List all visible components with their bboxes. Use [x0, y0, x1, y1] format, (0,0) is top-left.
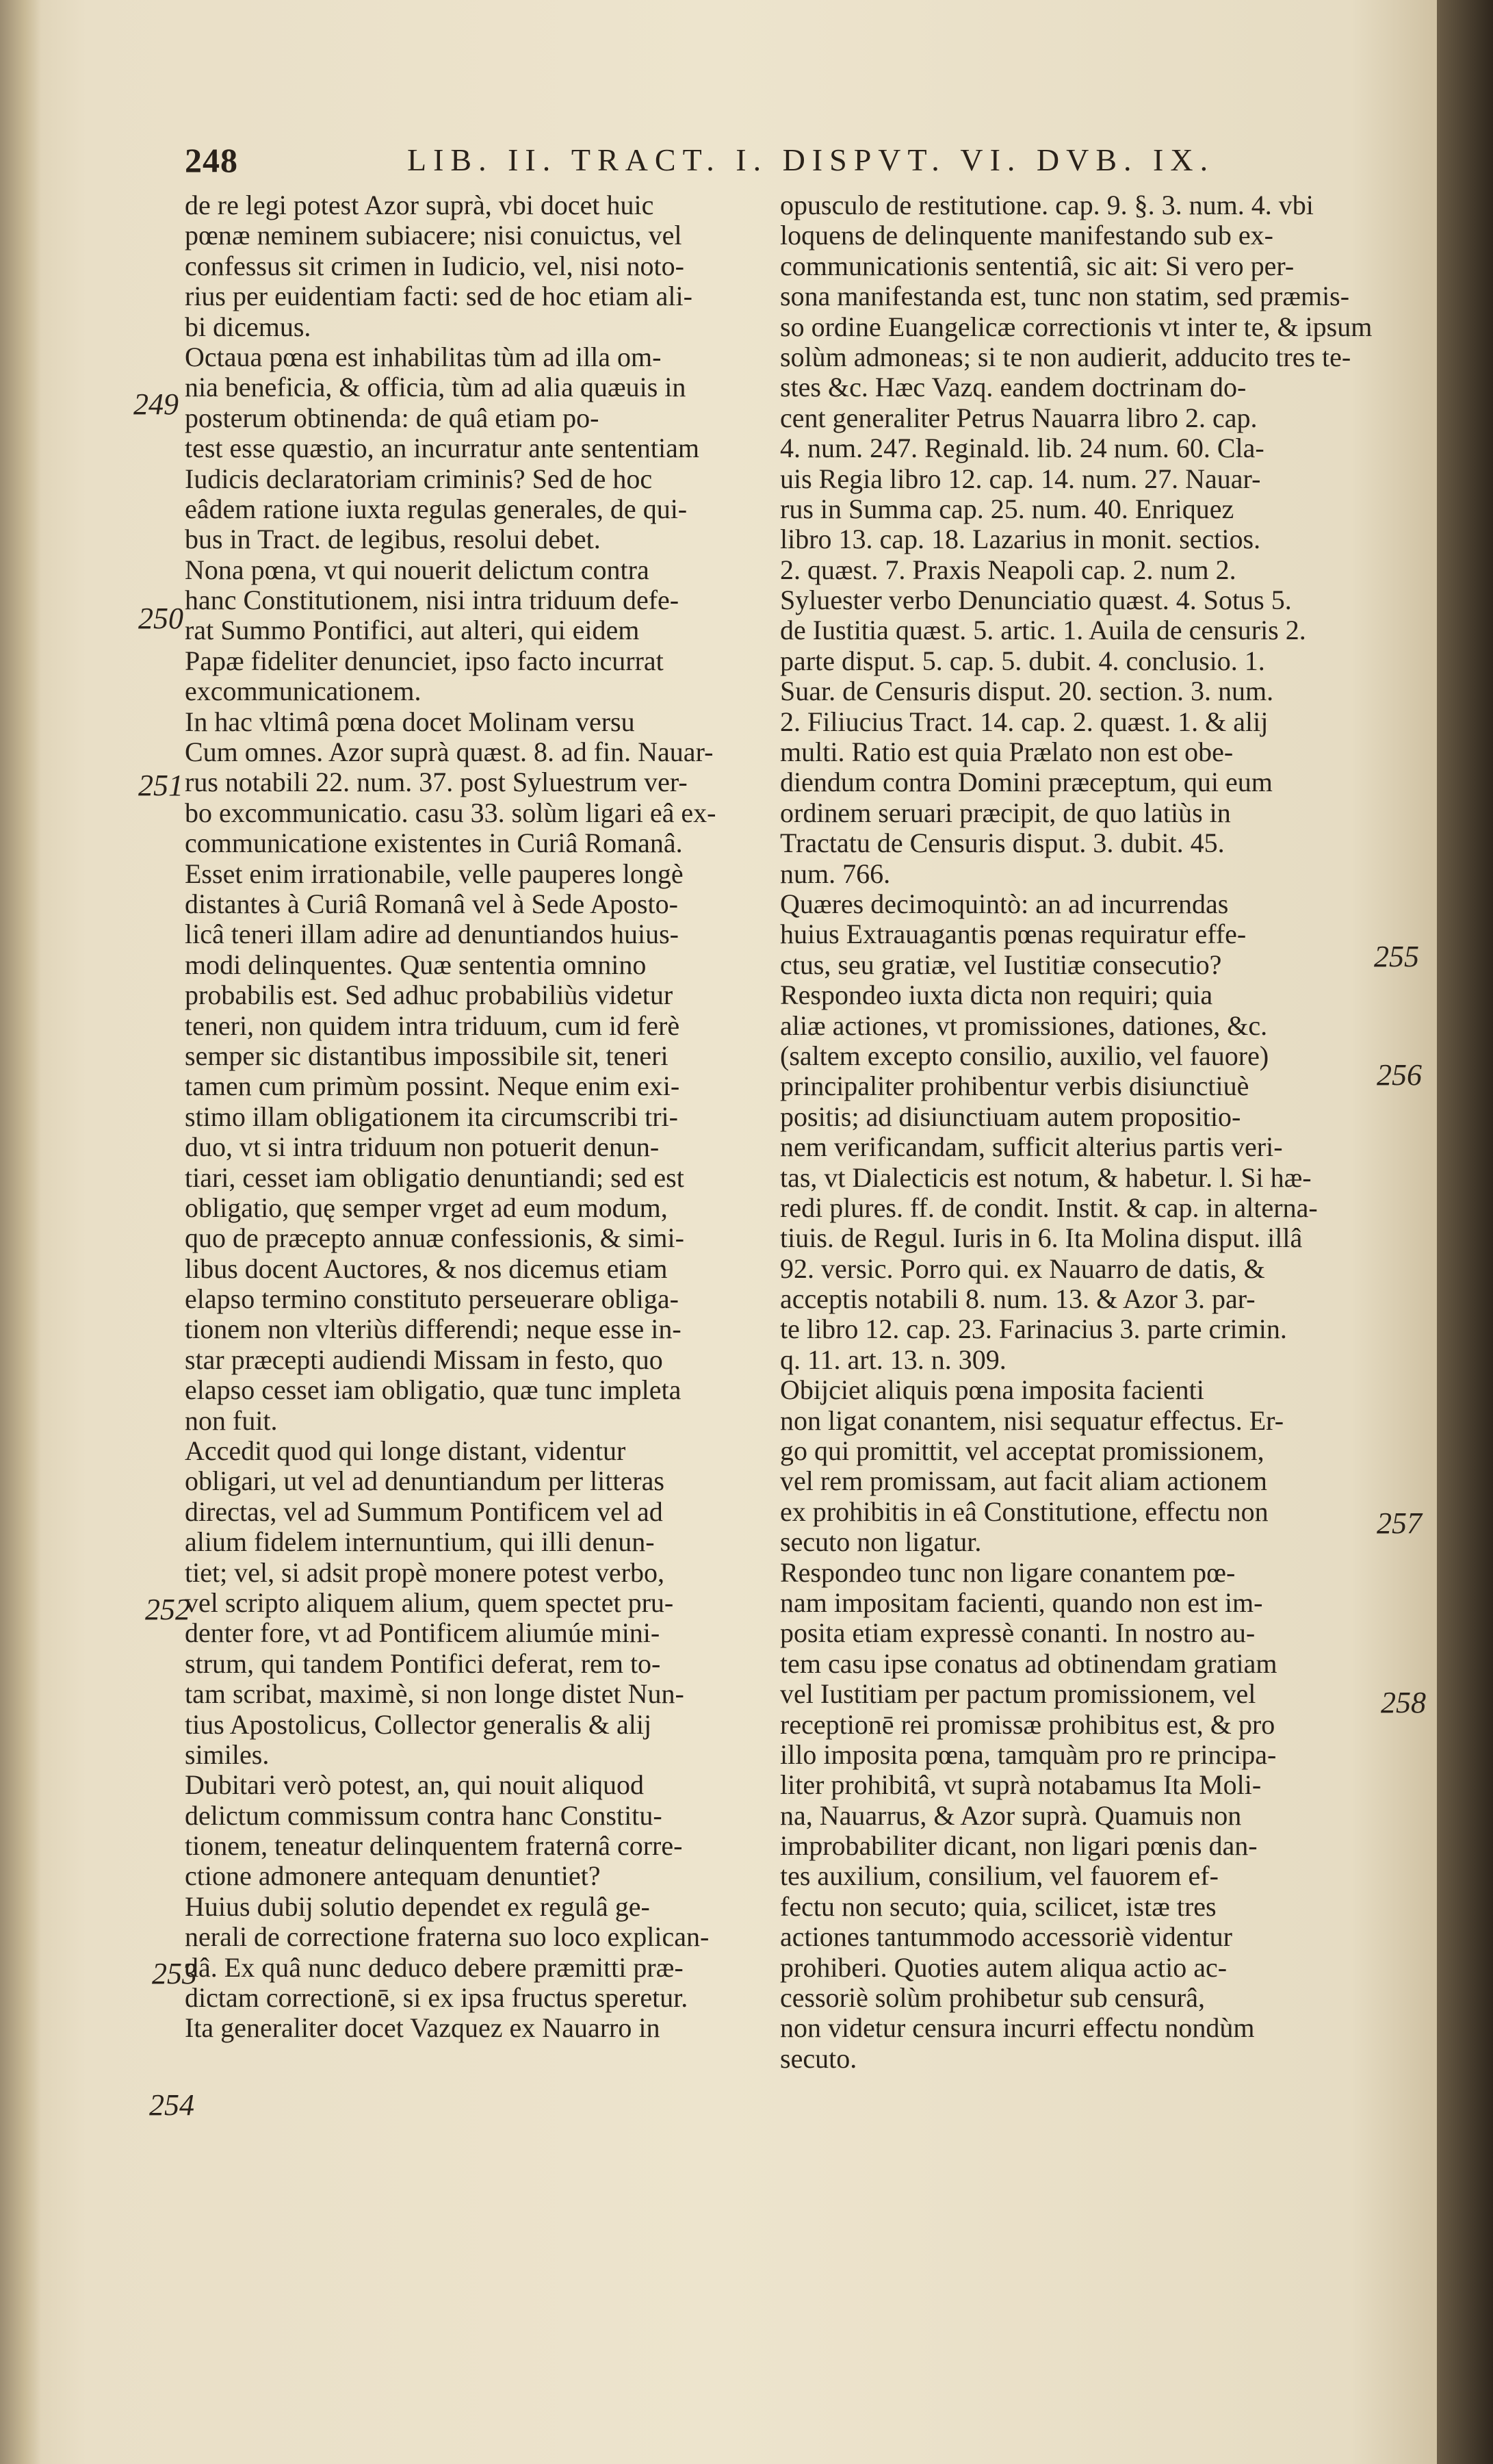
text-line: ctus, seu gratiæ, vel Iustitiæ consecutio? [780, 949, 1222, 980]
text-line: prohiberi. Quoties autem aliqua actio ac- [780, 1951, 1228, 1983]
text-line: multi. Ratio est quia Prælato non est obe- [780, 736, 1234, 768]
text-line: na, Nauarrus, & Azor suprà. Quamuis non [780, 1799, 1242, 1831]
margin-number-250: 250 [138, 602, 183, 635]
text-line: tam scribat, maximè, si non longe distet Nun- [185, 1678, 684, 1710]
page-header [185, 140, 1375, 181]
text-line: bo excommunicatio. casu 33. solùm ligari eâ ex- [185, 797, 716, 828]
text-line: posterum obtinenda: de quâ etiam po- [185, 402, 599, 433]
text-line: secuto. [780, 2042, 857, 2074]
text-line: so ordine Euangelicæ correctionis vt inter te, & ipsum [780, 311, 1373, 342]
text-line: cessoriè solùm prohibetur sub censurâ, [780, 1982, 1205, 2014]
text-line: nam impositam facienti, quando non est im- [780, 1587, 1263, 1618]
text-line: rat Summo Pontifici, aut alteri, qui eidem [185, 615, 640, 646]
text-line: obligatio, quę semper vrget ad eum modum, [185, 1192, 668, 1223]
text-line: Huius dubij solutio dependet ex regulâ ge- [185, 1890, 650, 1922]
text-line: elapso termino constituto perseuerare obliga- [185, 1283, 679, 1315]
text-line: tem casu ipse conatus ad obtinendam gratiam [780, 1647, 1277, 1679]
text-line: q. 11. art. 13. n. 309. [780, 1344, 1007, 1375]
margin-number-252: 252 [145, 1593, 190, 1626]
text-line: non ligat conantem, nisi sequatur effectus. Er- [780, 1404, 1284, 1436]
text-line: tiet; vel, si adsit propè monere potest verbo, [185, 1556, 664, 1588]
text-line: rius per euidentiam facti: sed de hoc etiam ali- [185, 281, 692, 312]
text-line: num. 766. [780, 858, 891, 889]
text-line: principaliter prohibentur verbis disiunctiuè [780, 1070, 1249, 1102]
text-line: strum, qui tandem Pontifici deferat, rem to- [185, 1647, 661, 1679]
text-line: duo, vt si intra triduum non potuerit denun- [185, 1131, 660, 1163]
text-line: tes auxilium, consilium, vel fauorem ef- [780, 1860, 1219, 1892]
margin-number-258: 258 [1381, 1686, 1426, 1719]
text-line: te libro 12. cap. 23. Farinacius 3. parte crimin. [780, 1313, 1287, 1345]
text-line: loquens de delinquente manifestando sub ex- [780, 220, 1273, 251]
text-line: uis Regia libro 12. cap. 14. num. 27. Nauar- [780, 463, 1261, 494]
right-text-column [780, 190, 1373, 2074]
margin-number-253: 253 [152, 1957, 197, 1990]
text-line: bi dicemus. [185, 311, 311, 342]
text-line: Quæres decimoquintò: an ad incurrendas [780, 888, 1229, 919]
text-line: huius Extrauagantis pœnas requiratur effe- [780, 919, 1247, 950]
text-line: Ita generaliter docet Vazquez ex Nauarro in [185, 2012, 660, 2044]
text-line: sona manifestanda est, tunc non statim, sed præmis- [780, 281, 1350, 312]
text-line: (saltem excepto consilio, auxilio, vel fauore) [780, 1040, 1269, 1071]
text-line: 2. Filiucius Tract. 14. cap. 2. quæst. 1. & alij [780, 706, 1269, 737]
text-line: denter fore, vt ad Pontificem aliumúe mini- [185, 1617, 660, 1649]
text-line: cent generaliter Petrus Nauarra libro 2. cap. [780, 402, 1258, 433]
running-title: LIB. II. TRACT. I. DISPVT. VI. DVB. IX. [407, 142, 1215, 177]
text-line: probabilis est. Sed adhuc probabiliùs videtur [185, 979, 673, 1011]
text-line: vel scripto aliquem alium, quem spectet pru- [185, 1587, 674, 1618]
text-line: rus notabili 22. num. 37. post Syluestrum ver- [185, 767, 688, 798]
text-line: non fuit. [185, 1404, 278, 1436]
text-line: quo de præcepto annuæ confessionis, & simi- [185, 1222, 684, 1254]
text-line: Respondeo tunc non ligare conantem pœ- [780, 1556, 1236, 1588]
margin-number-251: 251 [138, 769, 183, 802]
text-line: vel rem promissam, aut facit aliam actionem [780, 1465, 1267, 1497]
text-line: tius Apostolicus, Collector generalis & alij [185, 1708, 652, 1740]
text-line: Octaua pœna est inhabilitas tùm ad illa om- [185, 341, 662, 372]
text-line: posita etiam expressè conanti. In nostro au- [780, 1617, 1256, 1649]
text-line: obligari, ut vel ad denuntiandum per litteras [185, 1465, 664, 1497]
text-line: go qui promittit, vel acceptat promissionem, [780, 1435, 1264, 1467]
text-line: eâdem ratione iuxta regulas generales, de qui- [185, 493, 688, 524]
text-line: Nona pœna, vt qui nouerit delictum contra [185, 554, 649, 585]
text-line: de re legi potest Azor suprà, vbi docet huic [185, 190, 654, 220]
margin-number-254: 254 [149, 2088, 194, 2122]
text-line: Esset enim irrationabile, velle pauperes longè [185, 858, 684, 889]
text-line: Tractatu de Censuris disput. 3. dubit. 45. [780, 827, 1225, 859]
text-line: tionem, teneatur delinquentem fraternâ corre- [185, 1830, 683, 1862]
text-line: 4. num. 247. Reginald. lib. 24 num. 60. Cla- [780, 433, 1264, 464]
text-line: In hac vltimâ pœna docet Molinam versu [185, 706, 635, 737]
text-line: Accedit quod qui longe distant, videntur [185, 1435, 626, 1467]
text-line: modi delinquentes. Quæ sententia omnino [185, 949, 647, 980]
left-text-column [185, 190, 773, 2044]
text-line: libro 13. cap. 18. Lazarius in monit. sectios. [780, 524, 1261, 555]
text-line: distantes à Curiâ Romanâ vel à Sede Aposto- [185, 888, 678, 919]
page-gutter-shadow [0, 0, 41, 2464]
text-line: actiones tantummodo accessoriè videntur [780, 1921, 1232, 1953]
text-line: dâ. Ex quâ nunc deduco debere præmitti præ- [185, 1951, 684, 1983]
text-line: similes. [185, 1738, 270, 1770]
text-line: alium fidelem internuntium, qui illi denun- [185, 1526, 655, 1558]
text-line: illo imposita pœna, tamquàm pro re principa- [780, 1738, 1277, 1770]
text-line: aliæ actiones, vt promissiones, dationes, &c. [780, 1010, 1268, 1041]
text-line: liter prohibitâ, vt suprà notabamus Ita Moli- [780, 1769, 1262, 1801]
text-line: secuto non ligatur. [780, 1526, 982, 1558]
text-line: acceptis notabili 8. num. 13. & Azor 3. par- [780, 1283, 1256, 1315]
text-line: communicationis sententiâ, sic ait: Si vero per- [780, 250, 1295, 281]
text-line: rus in Summa cap. 25. num. 40. Enriquez [780, 493, 1234, 524]
text-line: tiari, cesset iam obligatio denuntiandi; sed est [185, 1162, 684, 1193]
text-line: Iudicis declaratoriam criminis? Sed de hoc [185, 463, 653, 494]
text-line: ctione admonere antequam denuntiet? [185, 1860, 601, 1892]
text-line: 92. versic. Porro qui. ex Nauarro de datis, & [780, 1253, 1265, 1284]
text-line: vel Iustitiam per pactum promissionem, vel [780, 1678, 1256, 1710]
text-line: tamen cum primùm possint. Neque enim exi- [185, 1070, 680, 1102]
text-line: positis; ad disiunctiuam autem propositio- [780, 1101, 1241, 1132]
text-line: excommunicationem. [185, 676, 421, 707]
text-line: libus docent Auctores, & nos dicemus etiam [185, 1253, 668, 1284]
text-line: Obijciet aliquis pœna imposita facienti [780, 1374, 1204, 1406]
text-line: delictum commissum contra hanc Constitu- [185, 1799, 662, 1831]
text-line: tas, vt Dialecticis est notum, & habetur. l. Si hæ- [780, 1162, 1312, 1193]
text-line: 2. quæst. 7. Praxis Neapoli cap. 2. num 2. [780, 554, 1236, 585]
margin-number-257: 257 [1377, 1506, 1422, 1540]
text-line: nem verificandam, sufficit alterius partis veri- [780, 1131, 1283, 1163]
margin-number-255: 255 [1374, 940, 1419, 973]
text-line: test esse quæstio, an incurratur ante sententiam [185, 433, 700, 464]
text-line: Respondeo iuxta dicta non requiri; quia [780, 979, 1213, 1011]
text-line: confessus sit crimen in Iudicio, vel, nisi noto- [185, 250, 684, 281]
text-line: Cum omnes. Azor suprà quæst. 8. ad fin. Nauar- [185, 736, 714, 768]
text-line: hanc Constitutionem, nisi intra triduum defe- [185, 585, 679, 616]
text-line: Papæ fideliter denunciet, ipso facto incurrat [185, 645, 664, 676]
text-line: stes &c. Hæc Vazq. eandem doctrinam do- [780, 372, 1247, 403]
text-line: tiuis. de Regul. Iuris in 6. Ita Molina disput. illâ [780, 1222, 1303, 1254]
text-line: Syluester verbo Denunciatio quæst. 4. Sotus 5. [780, 585, 1292, 616]
text-line: opusculo de restitutione. cap. 9. §. 3. num. 4. vbi [780, 190, 1314, 220]
text-line: non videtur censura incurri effectu nondùm [780, 2012, 1255, 2044]
text-line: diendum contra Domini præceptum, qui eum [780, 767, 1273, 798]
text-line: solùm admoneas; si te non audierit, adducito tres te- [780, 341, 1351, 372]
text-line: fectu non secuto; quia, scilicet, istæ tres [780, 1890, 1217, 1922]
text-line: dictam correctionē, si ex ipsa fructus speretur. [185, 1982, 688, 2014]
text-line: communicatione existentes in Curiâ Romanâ. [185, 827, 683, 859]
margin-number-249: 249 [133, 387, 179, 421]
text-line: nia beneficia, & officia, tùm ad alia quæuis in [185, 372, 686, 403]
text-line: Dubitari verò potest, an, qui nouit aliquod [185, 1769, 644, 1801]
text-line: improbabiliter dicant, non ligari pœnis dan- [780, 1830, 1258, 1862]
text-line: tionem non vlteriùs differendi; neque esse in- [185, 1313, 681, 1345]
text-line: bus in Tract. de legibus, resolui debet. [185, 524, 601, 555]
text-line: licâ teneri illam adire ad denuntiandos huius- [185, 919, 679, 950]
text-line: stimo illam obligationem ita circumscribi tri- [185, 1101, 678, 1132]
text-line: star præcepti audiendi Missam in festo, quo [185, 1344, 663, 1375]
text-line: de Iustitia quæst. 5. artic. 1. Auila de censuris 2. [780, 615, 1306, 646]
margin-number-256: 256 [1377, 1058, 1422, 1092]
text-line: pœnæ neminem subiacere; nisi conuictus, vel [185, 220, 682, 251]
text-line: parte disput. 5. cap. 5. dubit. 4. conclusio. 1. [780, 645, 1265, 676]
text-line: elapso cesset iam obligatio, quæ tunc impleta [185, 1374, 681, 1406]
text-line: teneri, non quidem intra triduum, cum id ferè [185, 1010, 680, 1041]
text-line: semper sic distantibus impossibile sit, teneri [185, 1040, 668, 1071]
text-line: Suar. de Censuris disput. 20. section. 3. num. [780, 676, 1274, 707]
page-number: 248 [185, 141, 238, 179]
text-line: redi plures. ff. de condit. Instit. & cap. in alterna- [780, 1192, 1318, 1223]
text-line: ordinem seruari præcipit, de quo latiùs in [780, 797, 1231, 828]
text-line: directas, vel ad Summum Pontificem vel ad [185, 1496, 663, 1527]
text-line: receptionē rei promissæ prohibitus est, & pro [780, 1708, 1275, 1740]
text-line: ex prohibitis in eâ Constitutione, effectu non [780, 1496, 1269, 1527]
book-edge-shadow [1437, 0, 1493, 2464]
text-line: nerali de correctione fraterna suo loco explican- [185, 1921, 710, 1953]
